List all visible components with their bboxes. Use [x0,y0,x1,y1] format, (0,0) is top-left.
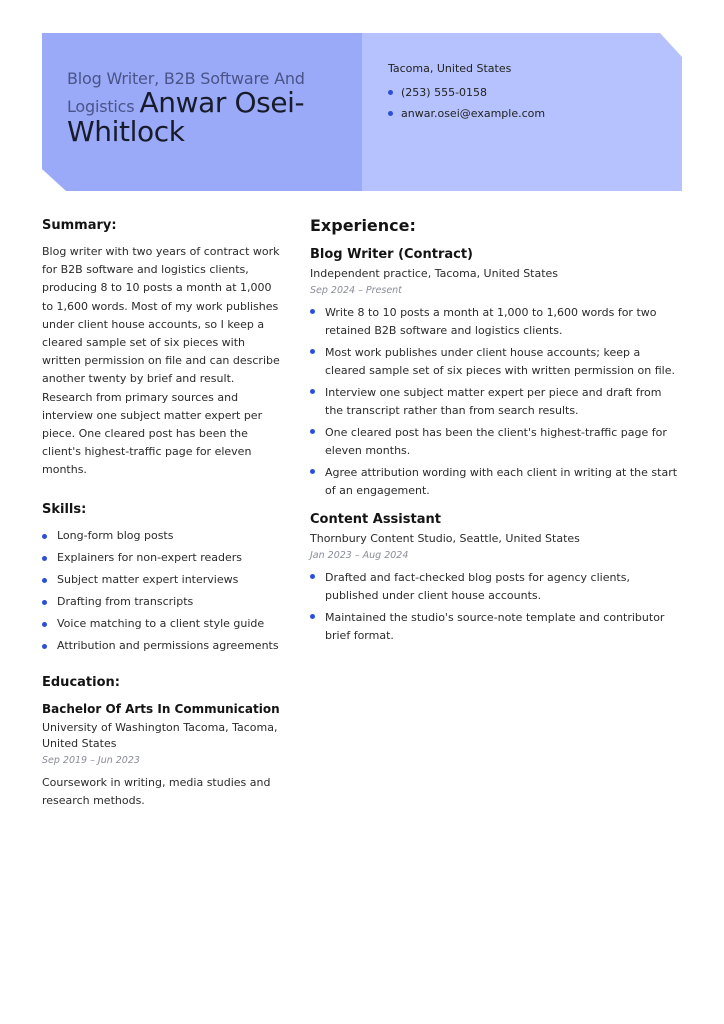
experience-heading: Experience: [310,216,416,235]
education-dates: Sep 2019 – Jun 2023 [42,754,140,766]
left-column [42,218,284,810]
skill-item: Subject matter expert interviews [42,573,284,587]
job-bullet: Most work publishes under client house accounts; keep a cleared sample set of six pieces with written permission on file. [310,344,682,380]
job-dates: Sep 2024 – Present [310,285,402,296]
job-organization: Thornbury Content Studio, Seattle, United States [310,532,580,545]
education-note: Coursework in writing, media studies and research methods. [42,775,271,807]
skill-item: Drafting from transcripts [42,595,284,609]
resume-header [42,33,682,191]
job-bullet: One cleared post has been the client's highest-traffic page for eleven months. [310,424,682,460]
right-column [310,216,682,649]
job-organization: Independent practice, Tacoma, United States [310,267,559,280]
job-role: Blog Writer, B2B Software And Logistics [67,69,305,116]
education-section [42,675,284,810]
skill-item: Explainers for non-expert readers [42,551,284,565]
skill-item: Attribution and permissions agreements [42,639,284,653]
name-block [67,71,352,146]
job-bullet: Write 8 to 10 posts a month at 1,000 to 1,600 words for two retained B2B software and logistics clients. [310,304,682,340]
job-title: Content Assistant [310,512,441,527]
job-bullet: Maintained the studio's source-note template and contributor brief format. [310,609,682,645]
skill-item: Long-form blog posts [42,529,284,543]
email: anwar.osei@example.com [388,107,545,120]
skills-heading: Skills: [42,501,87,517]
job-bullet: Agree attribution wording with each client in writing at the start of an engagement. [310,464,682,500]
location: Tacoma, United States [388,62,512,75]
summary-section [42,218,284,480]
school-name: University of Washington Tacoma, Tacoma, United States [42,720,278,750]
job-bullet: Drafted and fact-checked blog posts for agency clients, published under client house accounts. [310,569,682,605]
contact-info [388,62,545,128]
education-heading: Education: [42,674,120,690]
job-bullets [310,569,682,645]
candidate-name: Anwar Osei-Whitlock [67,85,305,148]
summary-text: Blog writer with two years of contract work for B2B software and logistics clients, producing 8 to 10 posts a month at 1,000 to 1,600 words. Most of my work publishes under client house accounts, so I keep a cleared sample set of six pieces with written permission on file and can describe another twenty by brief and result. Research from primary sources and interview one subject matter expert per piece. One cleared post has been the client's highest-traffic page for eleven months. [42,245,280,477]
phone: (253) 555-0158 [388,86,545,99]
summary-heading: Summary: [42,218,117,233]
job-title: Blog Writer (Contract) [310,247,474,262]
job-bullet: Interview one subject matter expert per piece and draft from the transcript rather than from search results. [310,384,682,420]
job-bullets [310,304,682,500]
job-entry [310,247,682,500]
job-entry [310,512,682,645]
degree-title: Bachelor Of Arts In Communication [42,701,280,716]
job-dates: Jan 2023 – Aug 2024 [310,550,409,561]
skills-section [42,502,284,653]
skill-item: Voice matching to a client style guide [42,617,284,631]
skills-list [42,529,284,653]
